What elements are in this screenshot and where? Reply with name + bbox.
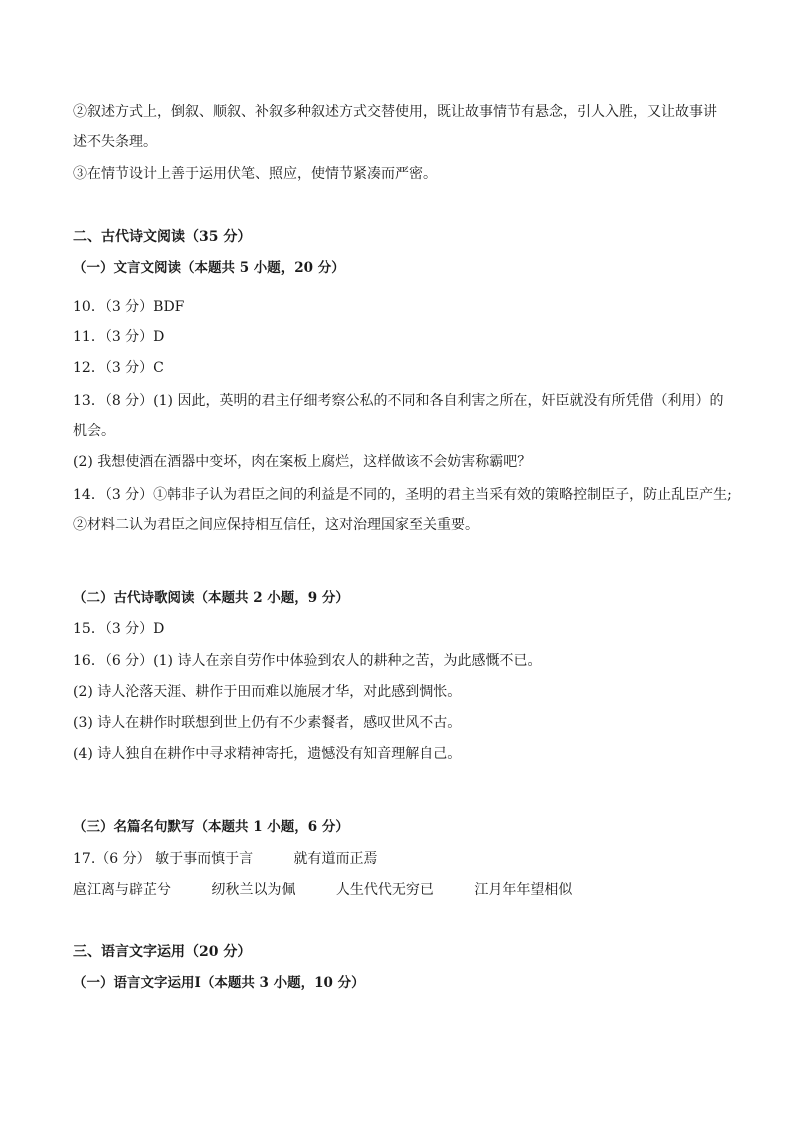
answer-q16-line1: 16．（6 分）(1) 诗人在亲自劳作中体验到农人的耕种之苦，为此感慨不已。 [73, 653, 542, 669]
answer-q17-row1 [73, 849, 378, 869]
answer-q17-label: 17.（6 分） [73, 851, 151, 867]
answer-q14-line2: ②材料二认为君臣之间应保持相互信任，这对治理国家至关重要。 [73, 517, 479, 533]
answer-q13-line3: (2) 我想使酒在酒器中变坏，肉在案板上腐烂，这样做该不会妨害称霸吧？ [73, 454, 532, 470]
answer-q13-line1: 13．（8 分）(1) 因此，英明的君主仔细考察公私的不同和各自利害之所在，奸臣就没有所凭借（利用）的 [73, 393, 724, 409]
section-title-ancient-poetry: 二、古代诗文阅读（35 分） [73, 229, 252, 245]
answer-q11: 11．（3 分）D [73, 329, 165, 345]
answer-q15: 15．（3 分）D [73, 621, 165, 637]
answer-q17-item: 人生代代无穷已 [335, 882, 434, 898]
subsection-title-classical-prose: （一）文言文阅读（本题共 5 小题，20 分） [73, 260, 345, 276]
answer-q17-item: 扈江离与辟芷兮 [73, 882, 171, 898]
subsection-title-ancient-poems: （二）古代诗歌阅读（本题共 2 小题，9 分） [73, 590, 349, 606]
answer-q16-line3: (3) 诗人在耕作时联想到世上仍有不少素餐者，感叹世风不古。 [73, 715, 462, 731]
answer-q13-line2: 机会。 [73, 423, 115, 439]
answer-q16-line2: (2) 诗人沦落天涯、耕作于田而难以施展才华，对此感到惆怅。 [73, 684, 462, 700]
answer-q14-line1: 14．（3 分）①韩非子认为君臣之间的利益是不同的，圣明的君主当采有效的策略控制臣子，防止乱臣产生; [73, 487, 732, 503]
subsection-title-famous-lines: （三）名篇名句默写（本题共 1 小题，6 分） [73, 819, 349, 835]
answer-q17-row2 [73, 880, 572, 900]
answer-q16-line4: (4) 诗人独自在耕作中寻求精神寄托，遗憾没有知音理解自己。 [73, 746, 462, 762]
answer-q17-item: 江月年年望相似 [474, 882, 573, 898]
answer-q17-item: 就有道而正焉 [293, 851, 378, 867]
paragraph-narration-line1: ②叙述方式上，倒叙、顺叙、补叙多种叙述方式交替使用，既让故事情节有悬念，引人入胜，又让故事讲 [73, 104, 717, 120]
answer-q17-item: 敏于事而慎于言 [155, 851, 254, 867]
answer-q12: 12．（3 分）C [73, 360, 164, 376]
subsection-title-language-use-1: （一）语言文字运用Ⅰ（本题共 3 小题，10 分） [73, 975, 365, 991]
section-title-language-use: 三、语言文字运用（20 分） [73, 944, 252, 960]
answer-q17-item: 纫秋兰以为佩 [211, 882, 296, 898]
paragraph-narration-line2: 述不失条理。 [73, 134, 157, 150]
answer-q10: 10．（3 分）BDF [73, 299, 185, 315]
paragraph-plot-design: ③在情节设计上善于运用伏笔、照应，使情节紧凑而严密。 [73, 166, 437, 182]
